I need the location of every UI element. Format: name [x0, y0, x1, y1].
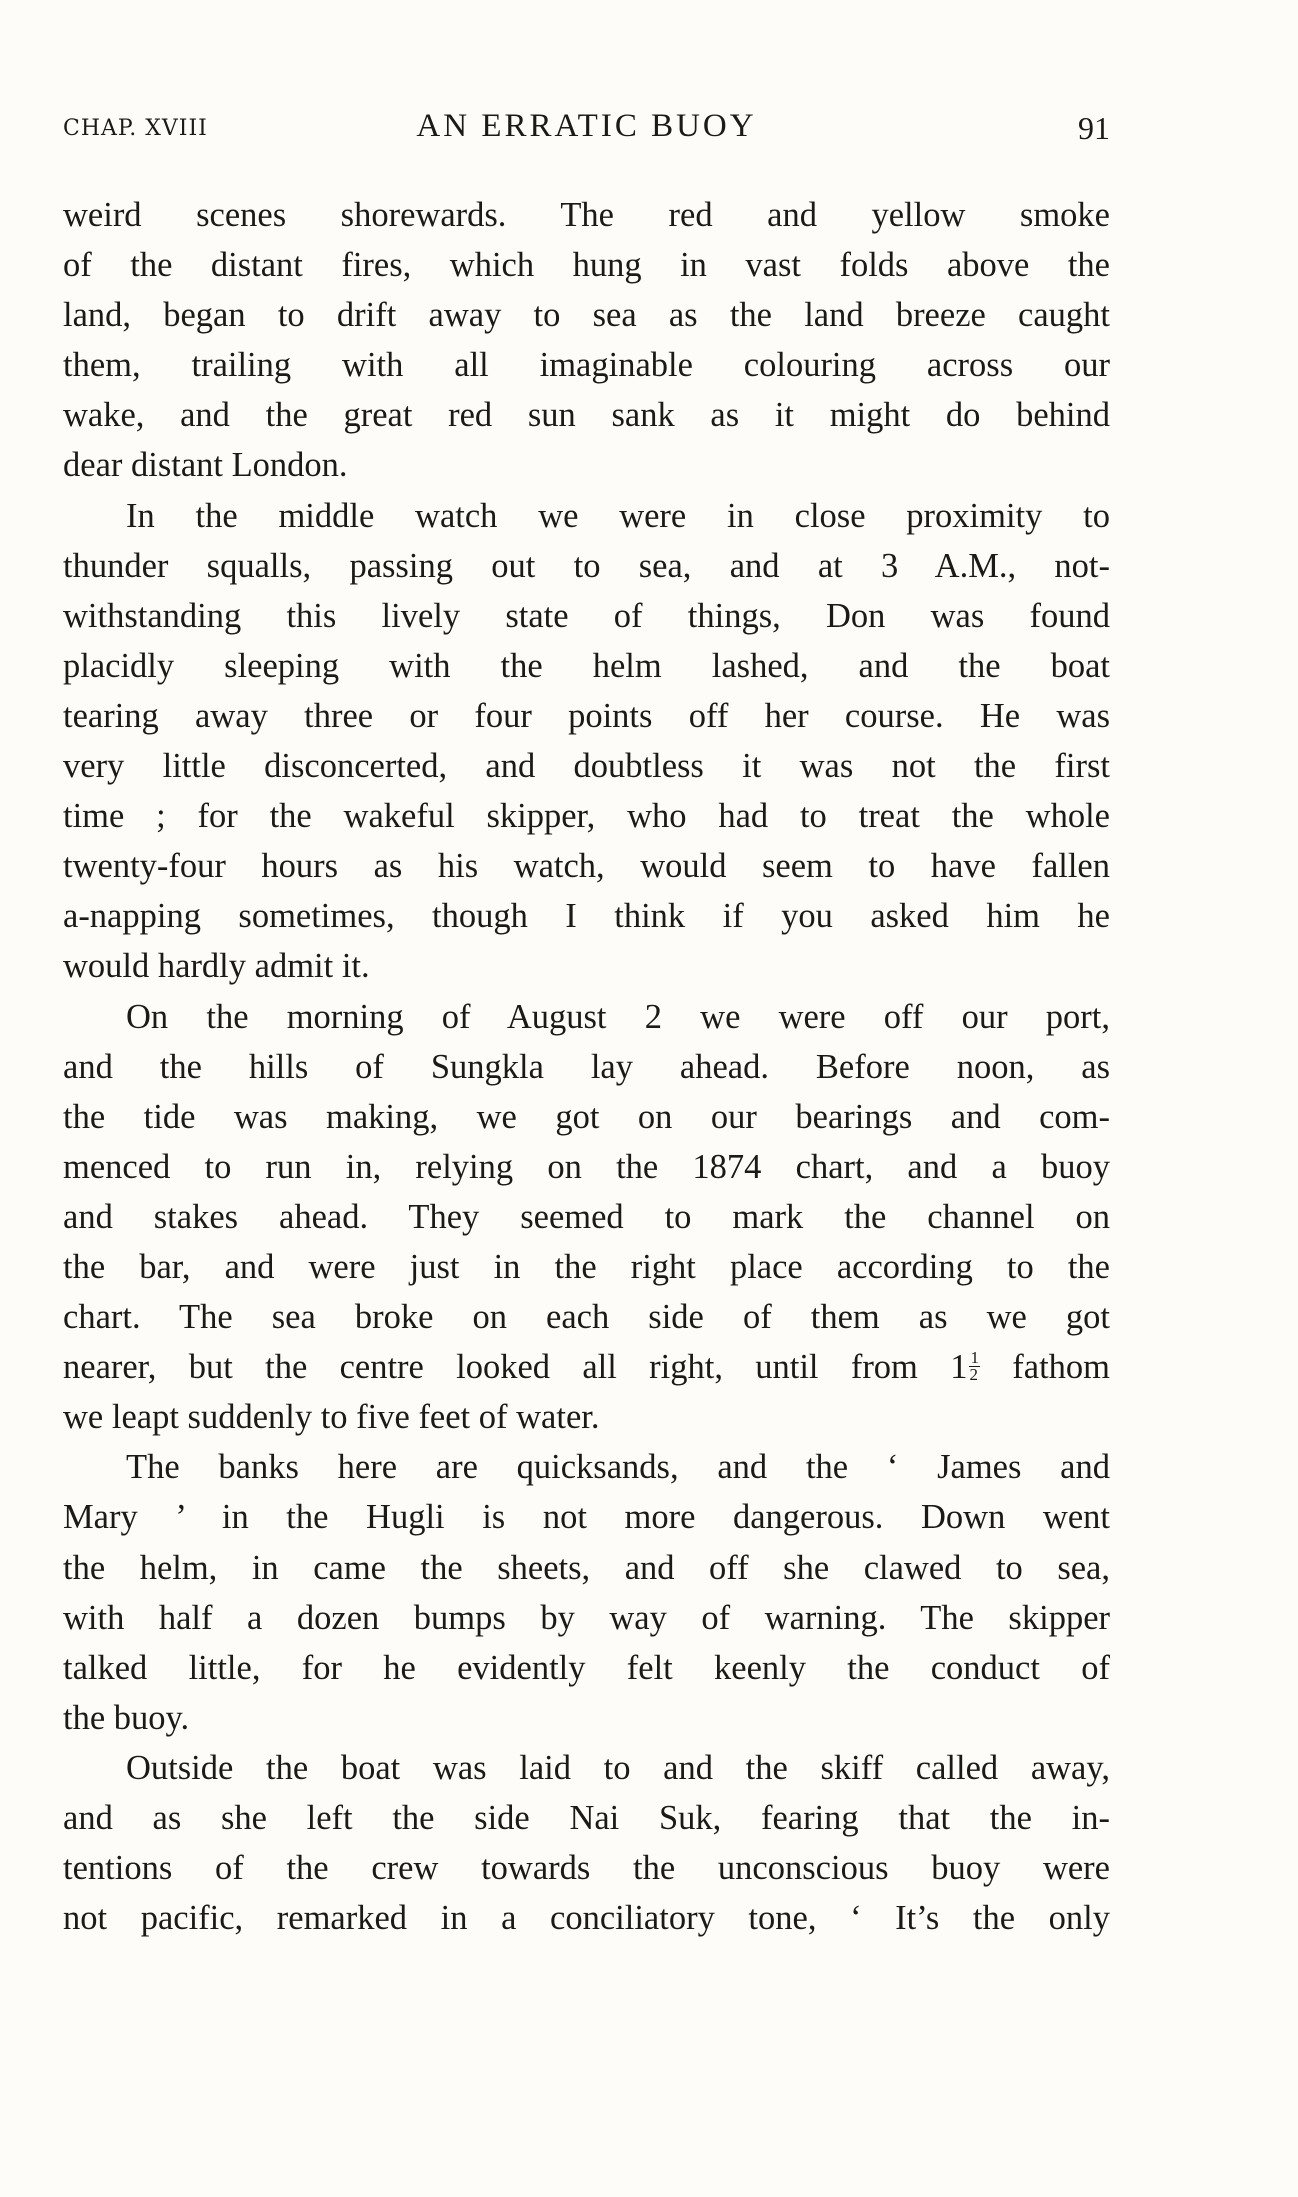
text-line: Outside the boat was laid to and the skiff called away,	[126, 1748, 1110, 1787]
text-line: chart. The sea broke on each side of them as we got	[63, 1298, 1110, 1337]
text-line: not pacific, remarked in a conciliatory tone, ‘ It’s the only	[63, 1899, 1110, 1938]
text-line: and as she left the side Nai Suk, fearing that the in-	[63, 1799, 1110, 1837]
page-number: 91	[1078, 110, 1110, 146]
text-line: the tide was making, we got on our bearings and com-	[63, 1097, 1110, 1136]
fraction-line-text: nearer, but the centre looked all right, until from 1	[63, 1348, 968, 1387]
text-line: a-napping sometimes, though I think if you asked him he	[63, 897, 1110, 936]
text-line: tearing away three or four points off her course. He was	[63, 696, 1110, 735]
text-line: and stakes ahead. They seemed to mark the channel on	[63, 1197, 1110, 1236]
text-line: with half a dozen bumps by way of warning. The skipper	[63, 1598, 1110, 1637]
text-line: placidly sleeping with the helm lashed, and the boat	[63, 646, 1110, 685]
text-line: menced to run in, relying on the 1874 chart, and a buoy	[63, 1147, 1110, 1186]
text-line: twenty-four hours as his watch, would seem to have fallen	[63, 847, 1110, 886]
text-line: thunder squalls, passing out to sea, and at 3 A.M., not-	[63, 546, 1110, 585]
fraction-denominator: 2	[969, 1364, 978, 1384]
text-line: Mary ’ in the Hugli is not more dangerous. Down went	[63, 1498, 1110, 1537]
text-line: On the morning of August 2 we were off our port,	[126, 997, 1110, 1036]
text-line: dear distant London.	[63, 446, 348, 485]
running-head	[63, 108, 1110, 152]
text-line: In the middle watch we were in close proximity to	[126, 496, 1110, 535]
text-line: of the distant fires, which hung in vast folds above the	[63, 246, 1110, 285]
text-line: weird scenes shorewards. The red and yellow smoke	[63, 196, 1110, 234]
text-line: wake, and the great red sun sank as it might do behind	[63, 396, 1110, 435]
text-line: time ; for the wakeful skipper, who had to treat the whole	[63, 797, 1110, 836]
text-line: we leapt suddenly to five feet of water.	[63, 1398, 600, 1437]
text-line: them, trailing with all imaginable colouring across our	[63, 346, 1110, 385]
fraction-half	[969, 1347, 980, 1384]
text-line: and the hills of Sungkla lay ahead. Before noon, as	[63, 1047, 1110, 1086]
text-line: the helm, in came the sheets, and off she clawed to sea,	[63, 1548, 1110, 1587]
text-line: The banks here are quicksands, and the ‘ James and	[126, 1448, 1110, 1487]
text-line: the bar, and were just in the right place according to the	[63, 1247, 1110, 1286]
text-line: would hardly admit it.	[63, 947, 370, 986]
text-line: land, began to drift away to sea as the land breeze caught	[63, 296, 1110, 335]
text-line: talked little, for he evidently felt keenly the conduct of	[63, 1648, 1110, 1687]
text-line: the buoy.	[63, 1698, 190, 1737]
chapter-title: AN ERRATIC BUOY	[416, 108, 757, 144]
body-text	[63, 190, 1110, 1943]
fraction-numerator: 1	[970, 1347, 979, 1367]
chapter-label: CHAP. XVIII	[63, 116, 208, 141]
text-line-with-fraction	[63, 1342, 1110, 1392]
fraction-after-text: fathom	[1012, 1348, 1110, 1387]
text-line: very little disconcerted, and doubtless it was not the first	[63, 747, 1110, 786]
text-line: tentions of the crew towards the unconscious buoy were	[63, 1849, 1110, 1888]
text-line: withstanding this lively state of things, Don was found	[63, 596, 1110, 635]
